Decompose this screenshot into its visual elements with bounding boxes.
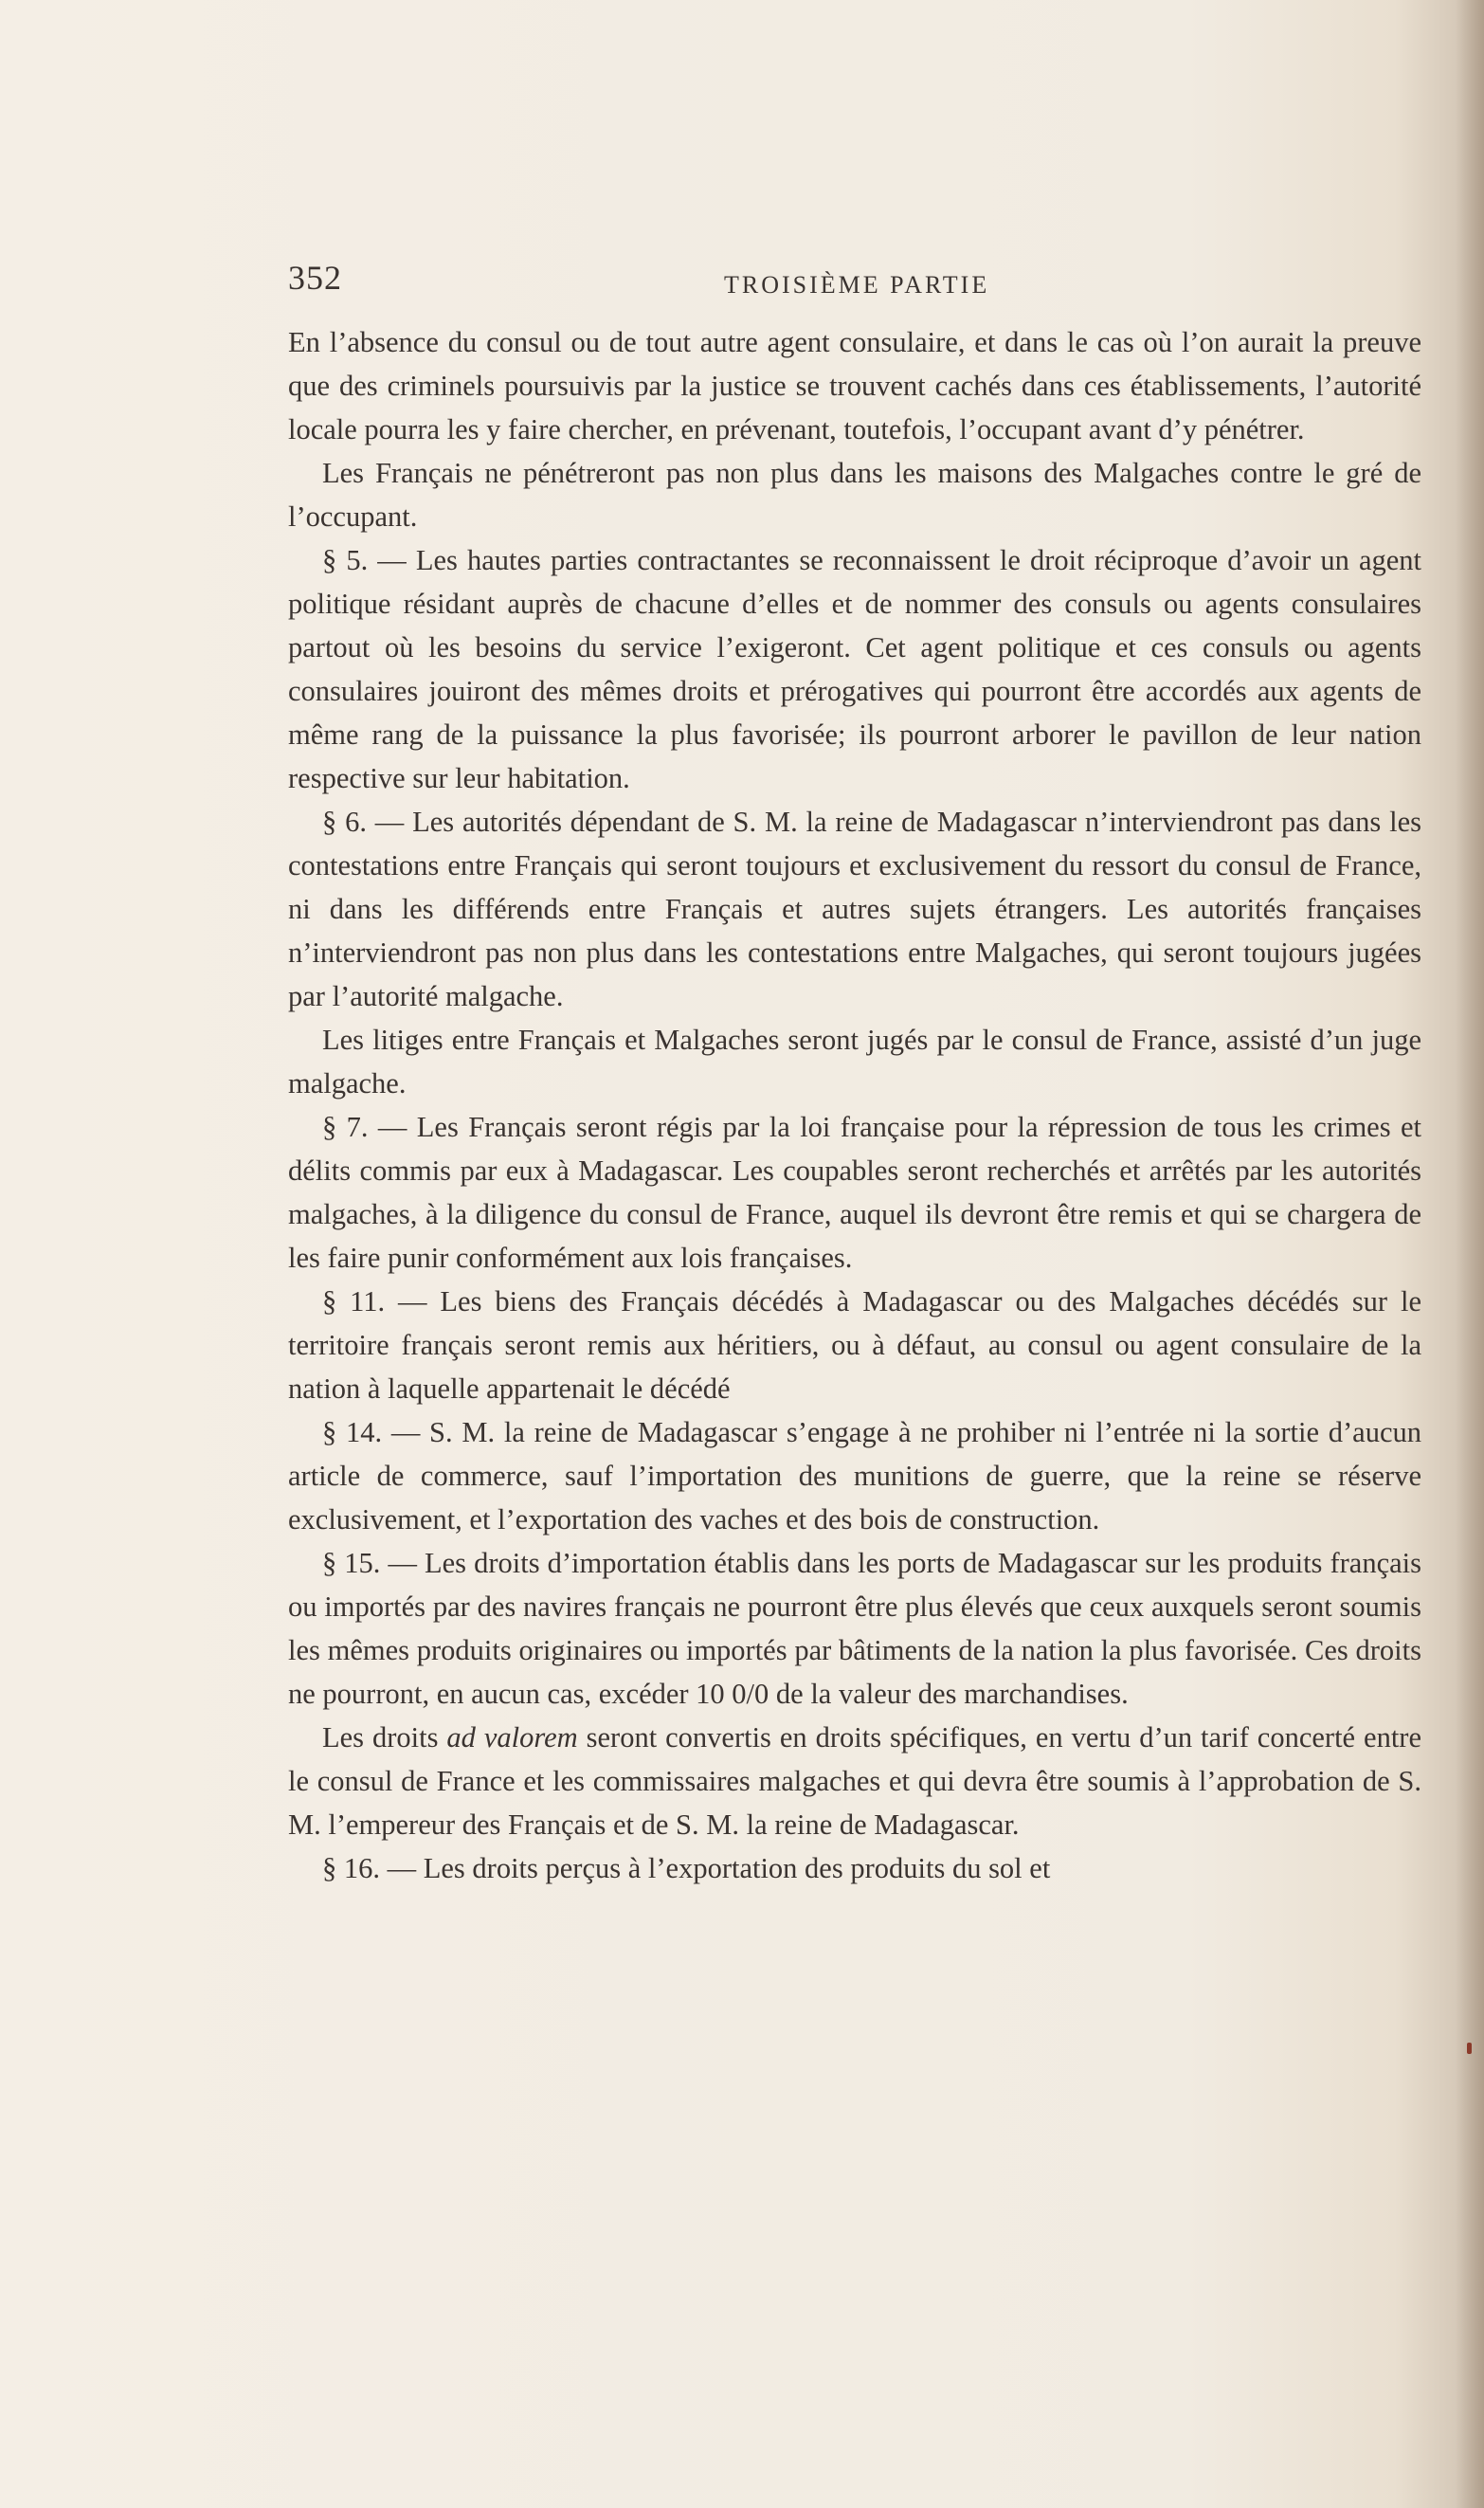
paragraph-absence-consul: En l’absence du consul ou de tout autre agent consulaire, et dans le cas où l’on aurait la preuve que des criminels poursuivis par la justice se trouvent cachés dans ces établissements, l’autorité locale pourra les y faire chercher, en prévenant, toutefois, l’occupant avant d’y pénétrer. — [288, 326, 1421, 445]
paragraph-section-14: § 14. — S. M. la reine de Madagascar s’engage à ne prohiber ni l’entrée ni la sortie d’aucun article de commerce, sauf l’importation des munitions de guerre, que la reine se réserve exclusivement, et l’exportation des vaches et des bois de construction. — [288, 1416, 1421, 1536]
paragraph-section-11: § 11. — Les biens des Français décédés à Madagascar ou des Malgaches décédés sur le territoire français seront remis aux héritiers, ou à défaut, au consul ou agent consulaire de la nation à laquelle appartenait le décédé — [288, 1285, 1421, 1405]
paragraph-section-7: § 7. — Les Français seront régis par la loi française pour la répression de tous les crimes et délits commis par eux à Madagascar. Les coupables seront recherchés et arrêtés par les autorités malgaches, à la diligence du consul de France, auquel ils devront être remis et qui se chargera de les faire punir conformément aux lois françaises. — [288, 1111, 1421, 1274]
paragraph-section-6: § 6. — Les autorités dépendant de S. M. la reine de Madagascar n’interviendront pas dans les contestations entre Français qui seront toujours et exclusivement du ressort du consul de France, ni dans les différends entre Français et autres sujets étrangers. Les autorités françaises n’interviendront pas non plus dans les contestations entre Malgaches, qui seront toujours jugées par l’autorité malgache. — [288, 806, 1421, 1012]
page-edge-shadow — [1456, 0, 1484, 2508]
page-number: 352 — [288, 259, 342, 297]
paragraph-section-5: § 5. — Les hautes parties contractantes se reconnaissent le droit réciproque d’avoir un agent politique résidant auprès de chacune d’elles et de nommer des consuls ou agents consulaires partout où les besoins du service l’exigeront. Cet agent politique et ces consuls ou agents consulaires jouiront des mêmes droits et prérogatives qui pourront être accordés aux agents de même rang de la puissance la plus favorisée; ils pourront arborer le pavillon de leur nation respective sur leur habitation. — [288, 544, 1421, 794]
paragraph-maisons-malgaches: Les Français ne pénétreront pas non plus dans les maisons des Malgaches contre le gré de l’occupant. — [288, 457, 1421, 533]
paragraph-ad-valorem — [288, 1716, 1421, 1846]
ad-valorem-italic: ad valorem — [446, 1721, 578, 1754]
ad-valorem-after: seront convertis en droits spécifiques, en vertu d’un tarif concerté entre le consul de France et les commissaires malgaches et qui devra être soumis à l’approbation de S. M. l’empereur des Français et de S. M. la reine de Madagascar. — [288, 1721, 1421, 1841]
running-title: TROISIÈME PARTIE — [724, 271, 990, 299]
paragraph-litiges: Les litiges entre Français et Malgaches seront jugés par le consul de France, assisté d’un juge malgache. — [288, 1024, 1421, 1100]
paragraph-section-15: § 15. — Les droits d’importation établis dans les ports de Madagascar sur les produits français ou importés par des navires français ne pourront être plus élevés que ceux auxquels seront soumis les mêmes produits originaires ou importés par bâtiments de la nation la plus favorisée. Ces droits ne pourront, en aucun cas, excéder 10 0/0 de la valeur des marchandises. — [288, 1547, 1421, 1710]
ink-speck — [1467, 2043, 1472, 2054]
paragraph-section-16: § 16. — Les droits perçus à l’exportation des produits du sol et — [322, 1852, 1051, 1884]
body-text — [288, 320, 1421, 1890]
ad-valorem-before: Les droits — [322, 1721, 447, 1754]
page-header — [288, 258, 1421, 305]
